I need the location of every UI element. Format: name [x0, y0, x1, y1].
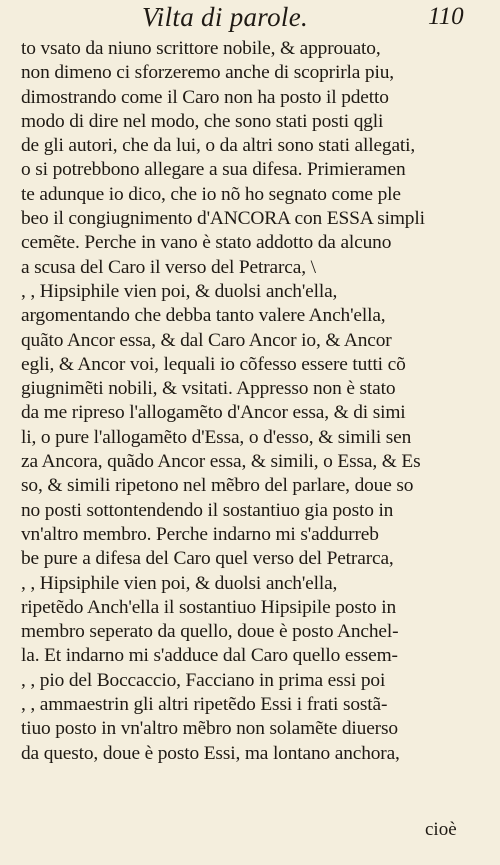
text-line: non dimeno ci sforzeremo anche di scoprirla piu,	[21, 62, 394, 84]
text-line: vn'altro membro. Perche indarno mi s'addurreb	[21, 523, 379, 545]
running-head	[0, 0, 500, 34]
text-line: cemẽte. Perche in vano è stato addotto da alcuno	[21, 232, 392, 254]
running-title: Vilta di parole.	[142, 2, 309, 32]
text-line: , , pio del Boccaccio, Facciano in prima essi poi	[21, 669, 386, 691]
text-line: membro seperato da quello, doue è posto Anchel-	[21, 621, 399, 643]
body-text	[21, 37, 487, 766]
text-line: quãto Ancor essa, & dal Caro Ancor io, & Ancor	[21, 329, 392, 351]
text-line: beo il congiugnimento d'ANCORA con ESSA simpli	[21, 208, 425, 230]
text-line: egli, & Ancor voi, lequali io cõfesso essere tutti cõ	[21, 353, 406, 375]
text-line: argomentando che debba tanto valere Anch'ella,	[21, 305, 386, 327]
text-line: be pure a difesa del Caro quel verso del Petrarca,	[21, 548, 394, 570]
text-line: da me ripreso l'allogamẽto d'Ancor essa, & di simi	[21, 402, 406, 424]
text-line: modo di dire nel modo, che sono stati posti qgli	[21, 110, 384, 132]
text-line: giugnimẽti nobili, & vsitati. Appresso non è stato	[21, 378, 396, 400]
text-line: so, & simili ripetono nel mẽbro del parlare, doue so	[21, 475, 414, 497]
page-number: 110	[428, 3, 464, 30]
catchword: cioè	[425, 819, 457, 840]
text-line: la. Et indarno mi s'adduce dal Caro quello essem-	[21, 645, 398, 667]
text-line: te adunque io dico, che io nõ ho segnato come ple	[21, 183, 401, 205]
text-line: tiuo posto in vn'altro mẽbro non solamẽte diuerso	[21, 718, 398, 740]
text-line: da questo, doue è posto Essi, ma lontano anchora,	[21, 742, 400, 764]
text-line: no posti sottontendendo il sostantiuo gia posto in	[21, 499, 394, 521]
text-line: a scusa del Caro il verso del Petrarca, \	[21, 256, 316, 278]
text-line: za Ancora, quãdo Ancor essa, & simili, o Essa, & Es	[21, 451, 421, 473]
text-line: , , Hipsiphile vien poi, & duolsi anch'ella,	[21, 572, 338, 594]
text-line: de gli autori, che da lui, o da altri sono stati allegati,	[21, 135, 416, 157]
text-line: dimostrando come il Caro non ha posto il pdetto	[21, 86, 389, 108]
text-line: , , Hipsiphile vien poi, & duolsi anch'ella,	[21, 280, 338, 302]
text-line: , , ammaestrin gli altri ripetẽdo Essi i frati sostã-	[21, 694, 388, 716]
text-line: li, o pure l'allogamẽto d'Essa, o d'esso, & simili sen	[21, 426, 412, 448]
text-line: o si potrebbono allegare a sua difesa. Primieramen	[21, 159, 406, 181]
text-line: to vsato da niuno scrittore nobile, & approuato,	[21, 38, 381, 59]
text-line: ripetẽdo Anch'ella il sostantiuo Hipsipile posto in	[21, 596, 396, 618]
